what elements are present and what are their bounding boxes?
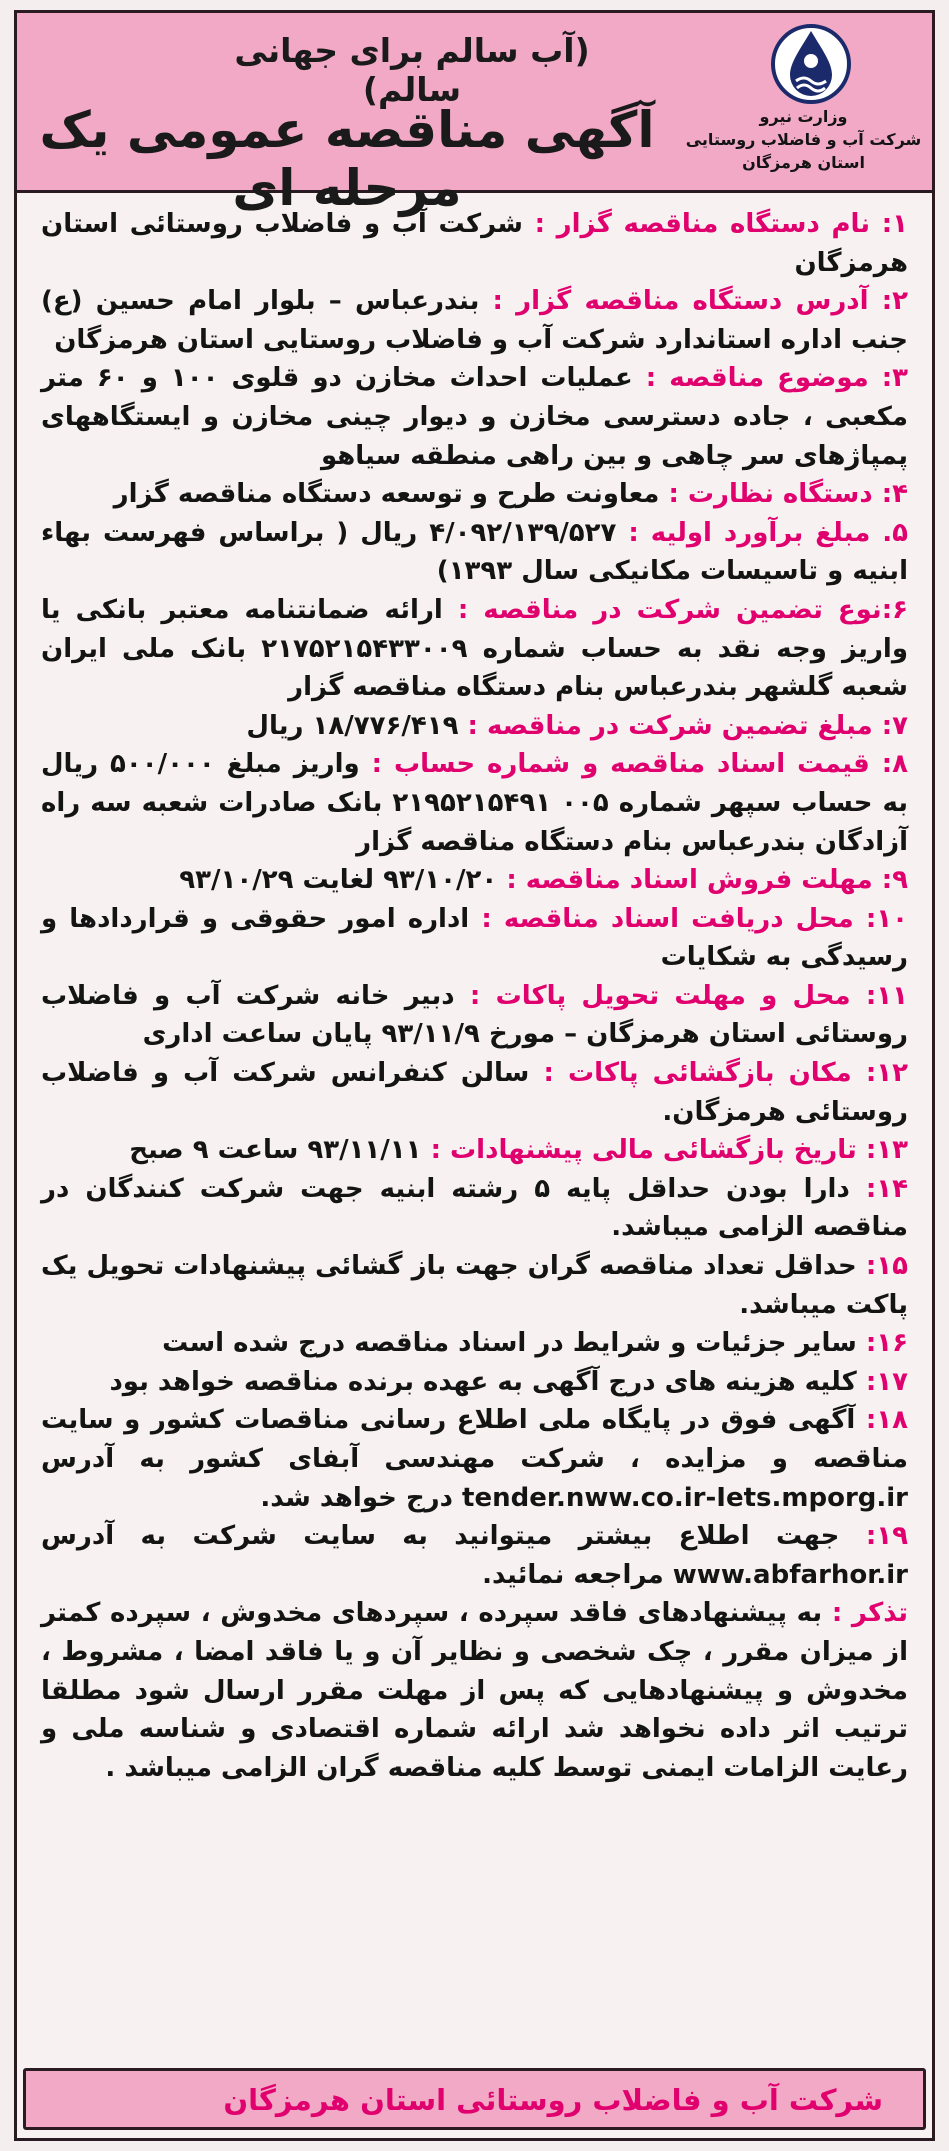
item-label: ۴: دستگاه نظارت : <box>668 479 908 510</box>
slogan: (آب سالم برای جهانی سالم) <box>234 31 590 109</box>
item-text: بندرعباس – بلوار امام حسین (ع) جنب اداره استاندارد شرکت آب و فاضلاب روستایی استان هرمزگان <box>41 286 908 355</box>
item-1 <box>41 205 908 282</box>
item-label: ۹: مهلت فروش اسناد مناقصه : <box>506 865 908 896</box>
item-label: ۳: موضوع مناقصه : <box>645 363 909 394</box>
page-title: آگهی مناقصه عمومی یک مرحله ای <box>39 101 655 217</box>
item-9 <box>41 861 908 900</box>
item-text: دارا بودن حداقل پایه ۵ رشته ابنیه جهت شرکت کنندگان در مناقصه الزامی میباشد. <box>41 1173 908 1243</box>
company-name: شرکت آب و فاضلاب روستایی <box>685 130 922 149</box>
item-label: ۱۱: محل و مهلت تحویل پاکات : <box>469 980 908 1011</box>
item-label: ۱۶: <box>865 1328 908 1359</box>
item-5 <box>41 514 908 591</box>
item-text: شرکت آب و فاضلاب روستائی استان هرمزگان <box>41 209 908 278</box>
organization-name <box>681 105 926 174</box>
item-label: ۱۴: <box>865 1173 908 1204</box>
notice <box>41 1594 908 1787</box>
notice-text: به پیشنهادهای فاقد سپرده ، سپردهای مخدوش ، سپرده کمتر از میزان مقرر ، چک شخصی و نظایر آن و یا فاقد امضا ، مشروط ، مخدوش و پیشنهادهایی که پس از مهلت مقرر ارسال شود مطلقا ترتیب اثر داده نخواهد شد ارائه شماره اقتصادی و شناسه ملی و رعایت الزامات ایمنی توسط کلیه مناقصه گران الزامی میباشد . <box>41 1598 908 1783</box>
item-label: ۱۰: محل دریافت اسناد مناقصه : <box>481 903 908 934</box>
item-label: ۱۷: <box>865 1366 908 1397</box>
item-text: آگهی فوق در پایگاه ملی اطلاع رسانی مناقصات کشور و سایت مناقصه و مزایده ، شرکت مهندسی آبفای کشور به آدرس tender.nww.co.ir-Iets.mporg.ir درج خواهد شد. <box>41 1405 908 1513</box>
item-label: ۸: قیمت اسناد مناقصه و شماره حساب : <box>371 749 908 780</box>
item-text: کلیه هزینه های درج آگهی به عهده برنده مناقصه خواهد بود <box>109 1366 857 1397</box>
item-6 <box>41 591 908 707</box>
item-19 <box>41 1517 908 1594</box>
item-text: حداقل تعداد مناقصه گران جهت باز گشائی پیشنهادات تحویل یک پاکت میباشد. <box>41 1251 908 1320</box>
item-text: ۹۳/۱۱/۱۱ ساعت ۹ صبح <box>129 1135 422 1166</box>
item-8 <box>41 745 908 861</box>
item-3 <box>41 359 908 475</box>
item-label: ۶:نوع تضمین شرکت در مناقصه : <box>457 594 908 625</box>
item-label: ۱۸: <box>865 1405 908 1436</box>
item-label: ۲: آدرس دستگاه مناقصه گزار : <box>492 286 908 317</box>
item-2 <box>41 282 908 359</box>
footer-company: شرکت آب و فاضلاب روستائی استان هرمزگان <box>223 2083 883 2117</box>
item-text: معاونت طرح و توسعه دستگاه مناقصه گزار <box>113 479 660 510</box>
item-text: ۹۳/۱۰/۲۰ لغایت ۹۳/۱۰/۲۹ <box>179 865 498 896</box>
item-text: عملیات احداث مخازن دو قلوی ۱۰۰ و ۶۰ متر مکعبی ، جاده دسترسی مخازن و دیوار چینی مخازن و ایستگاههای پمپاژهای سر چاهی و بین راهی منطقه سیاهو <box>41 363 908 471</box>
item-14 <box>41 1170 908 1247</box>
item-text: ارائه ضمانتنامه معتبر بانکی یا واریز وجه نقد به حساب شماره ۲۱۷۵۲۱۵۴۳۳۰۰۹ بانک ملی ایران شعبه گلشهر بندرعباس بنام دستگاه مناقصه گزار <box>41 594 908 703</box>
item-text: سایر جزئیات و شرایط در اسناد مناقصه درج شده است <box>162 1328 857 1359</box>
item-11 <box>41 977 908 1054</box>
organization-logo-block <box>681 19 926 187</box>
item-10 <box>41 900 908 977</box>
item-text: جهت اطلاع بیشتر میتوانید به سایت شرکت به آدرس www.abfarhor.ir مراجعه نمائید. <box>41 1521 908 1590</box>
item-label: ۱۳: تاریخ بازگشائی مالی پیشنهادات : <box>430 1135 908 1166</box>
item-label: ۷: مبلغ تضمین شرکت در مناقصه : <box>467 710 908 741</box>
water-drop-logo-icon <box>766 23 856 105</box>
item-text: ۴/۰۹۲/۱۳۹/۵۲۷ ریال ( براساس فهرست بهاء ابنیه و تاسیسات مکانیکی سال ۱۳۹۳) <box>41 517 908 587</box>
item-18 <box>41 1401 908 1517</box>
province-name: استان هرمزگان <box>742 153 865 172</box>
header-band <box>17 13 932 217</box>
item-text: واریز مبلغ ۵۰۰/۰۰۰ ریال به حساب سپهر شماره ۰۰۵ ۲۱۹۵۲۱۵۴۹۱ بانک صادرات شعبه سه راه آزادگان بندرعباس بنام دستگاه مناقصه گزار <box>41 749 908 857</box>
item-13 <box>41 1131 908 1170</box>
item-7 <box>41 707 908 746</box>
item-label: ۱۵: <box>865 1251 908 1282</box>
item-15 <box>41 1247 908 1324</box>
item-label: ۱: نام دستگاه مناقصه گزار : <box>534 209 908 239</box>
item-text: دبیر خانه شرکت آب و فاضلاب روستائی استان هرمزگان – مورخ ۹۳/۱۱/۹ پایان ساعت اداری <box>41 980 908 1050</box>
item-label: ۱۲: مکان بازگشائی پاکات : <box>543 1058 908 1089</box>
tender-body <box>41 205 908 1787</box>
notice-label: تذکر : <box>831 1598 908 1629</box>
item-12 <box>41 1054 908 1131</box>
item-label: ۵. مبلغ برآورد اولیه : <box>628 517 909 548</box>
ministry-name: وزارت نیرو <box>759 107 848 126</box>
advertisement-frame <box>14 10 935 2141</box>
footer-band <box>23 2068 926 2130</box>
item-text: ۱۸/۷۷۶/۴۱۹ ریال <box>246 710 459 741</box>
item-16 <box>41 1324 908 1363</box>
item-text: سالن کنفرانس شرکت آب و فاضلاب روستائی هرمزگان. <box>41 1058 908 1127</box>
item-4 <box>41 475 908 514</box>
item-17 <box>41 1363 908 1402</box>
item-label: ۱۹: <box>865 1521 908 1552</box>
item-text: اداره امور حقوقی و قراردادها و رسیدگی به شکایات <box>41 903 908 973</box>
